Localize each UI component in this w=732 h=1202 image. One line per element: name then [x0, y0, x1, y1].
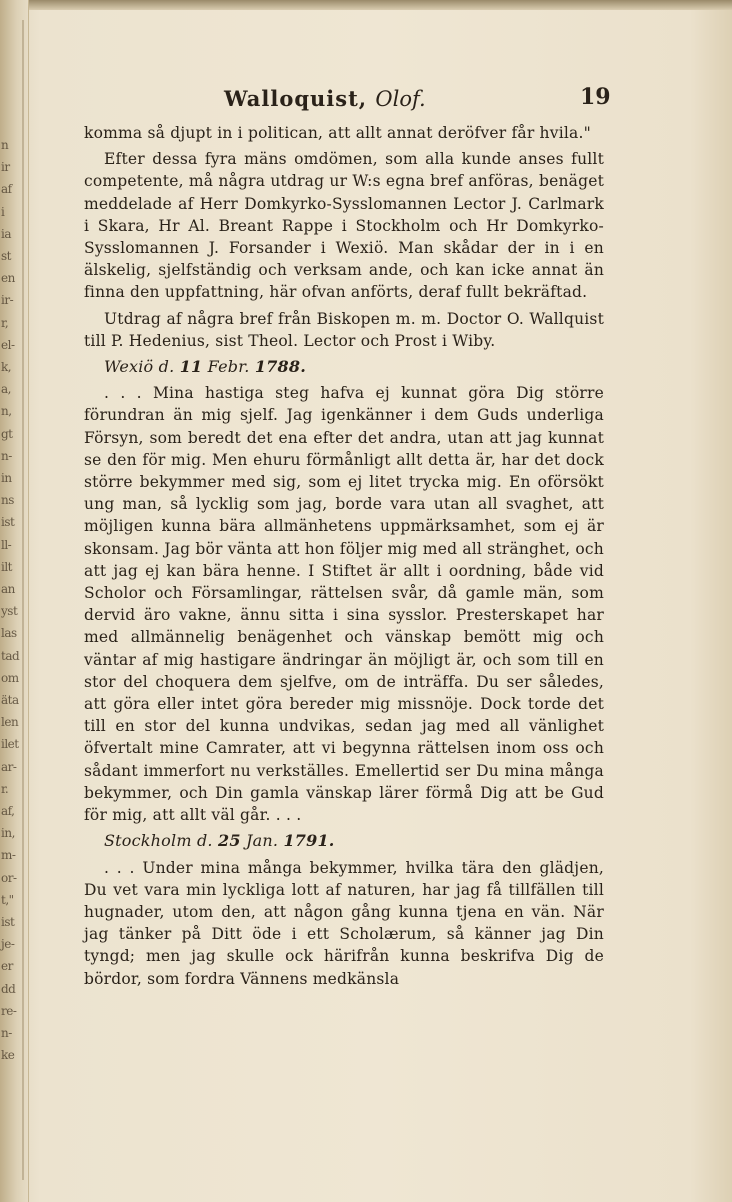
- paragraph: . . . Under mina många bekymmer, hvilka tära den glädjen, Du vet vara min lyckliga lott af naturen, har jag få tillfällen till hugnader, utom den, att någon gång kunna tjena en vän. När jag tänker på Ditt öde i ett Scholærum, så känner jag Din tyngd; men jag skulle ock härifrån kunna beskrifva Dig de bördor, som fordra Vännens medkänsla: [84, 858, 604, 988]
- bleed-fragment: äta: [1, 693, 19, 707]
- dateline-year: 1788.: [254, 357, 306, 377]
- dateline-place: Wexiö d.: [104, 357, 175, 377]
- bleed-fragment: ar-: [1, 759, 17, 774]
- dateline-day: 11: [179, 357, 203, 377]
- bleed-fragment: t,": [1, 892, 14, 907]
- paragraph: komma så djupt in i politican, att allt annat deröfver får hvila.": [84, 124, 591, 142]
- bleed-fragment: gt: [1, 426, 13, 441]
- page-gutter: [0, 0, 29, 1202]
- bleed-fragment: yst: [1, 604, 18, 619]
- paragraph: Utdrag af några bref från Biskopen m. m. Doctor O. Wallquist till P. Hedenius, sist Theol. Lector och Prost i Wiby.: [84, 309, 604, 350]
- bleed-fragment: tad: [1, 648, 20, 663]
- bleed-fragment: las: [1, 626, 17, 641]
- bleed-fragment: k,: [1, 360, 12, 374]
- bleed-fragment: st: [1, 249, 11, 263]
- bleed-fragment: n-: [1, 448, 12, 463]
- bleed-fragment: ilet: [1, 737, 19, 752]
- bleed-fragment: len: [1, 715, 19, 730]
- running-header: [84, 82, 611, 112]
- bleed-fragment: m-: [1, 848, 16, 863]
- bleed-fragment: af: [1, 182, 12, 197]
- author-first-name: Olof.: [375, 87, 426, 111]
- letter-dateline: [84, 830, 604, 852]
- bleed-fragment: ia: [1, 226, 11, 241]
- author-surname: Walloquist,: [224, 86, 368, 111]
- dateline-month: Jan.: [246, 831, 279, 851]
- page-top-edge: [0, 0, 732, 10]
- bleed-fragment: ns: [1, 493, 14, 508]
- bleed-fragment: r.: [1, 781, 9, 796]
- dateline-year: 1791.: [283, 831, 335, 851]
- page-number: 19: [580, 84, 611, 110]
- bleed-fragment: i: [1, 204, 5, 219]
- bleed-fragment: or-: [1, 870, 17, 885]
- bleed-fragment: ll-: [1, 537, 12, 552]
- bleed-fragment: n: [1, 138, 9, 152]
- bleed-fragment: a,: [1, 382, 11, 397]
- bleed-fragment: ir-: [1, 293, 14, 308]
- dateline-month: Febr.: [207, 357, 250, 377]
- bleed-fragment: ir: [1, 160, 10, 175]
- paragraph: . . . Mina hastiga steg hafva ej kunnat göra Dig större förundran än mig sjelf. Jag igenkänner i dem Guds underliga Försyn, som beredt det ena efter det andra, utan att jag kunnat se den för mig. Men ehuru förmånligt allt detta är, har det dock större bekymmer med sig, som ej litet trycka mig. En oförsökt ung man, så lycklig som jag, borde vara utan all svaghet, att möjligen kunna bära allmänhetens uppmärksamhet, som ej är skonsam. Jag bör vänta att hon följer mig med all stränghet, och att jag ej kan bära henne. I Stiftet är allt i oordning, både vid Scholor och Församlingar, rättelsen svår, då gamle män, som dervid äro vakne, ännu sitta i sina sysslor. Presterskapet har med allmännelig benägenhet och vänskap bemött mig och väntar af mig hastigare ändringar än möjligt är, och som till en stor del choquera dem sjelfve, om de inträffa. Du ser således, att göra eller intet göra bereder mig missnöje. Dock torde det till en stor del kunna undvikas, sedan jag med all vänlighet öfvertalt mine Camrater, att vi begynna rättelsen inom oss och sådant immerfort nu verkställes. Emellertid ser Du mina många bekymmer, och Din gamla vänskap lärer förmå Dig att be Gud för mig, att allt väl går. . . .: [84, 384, 604, 825]
- body-text: [84, 122, 604, 990]
- bleed-fragment: er: [1, 959, 13, 974]
- bleed-fragment: in,: [1, 826, 15, 841]
- bleed-fragment: ist: [1, 915, 15, 929]
- bleed-fragment: ke: [1, 1048, 15, 1063]
- bleed-fragment: in: [1, 471, 12, 485]
- dateline-place: Stockholm d.: [104, 831, 213, 851]
- bleed-fragment: dd: [1, 981, 16, 996]
- bleed-fragment: el-: [1, 337, 15, 352]
- bleed-fragment: n-: [1, 1026, 12, 1040]
- dateline-day: 25: [218, 831, 241, 851]
- bleed-fragment: ist: [1, 515, 15, 530]
- bleed-fragment: om: [1, 670, 19, 685]
- bleed-fragment: r,: [1, 315, 9, 330]
- bleed-fragment: en: [1, 271, 15, 286]
- bleed-fragment: re-: [1, 1003, 17, 1018]
- bleed-fragment: n,: [1, 404, 12, 419]
- bleed-fragment: af,: [1, 804, 15, 818]
- letter-dateline: [84, 356, 604, 378]
- bleed-fragment: ilt: [1, 559, 12, 574]
- running-head: [224, 86, 426, 111]
- paragraph: Efter dessa fyra mäns omdömen, som alla kunde anses fullt competente, må några utdrag ur W:s egna bref anföras, benäget meddelade af Herr Domkyrko-Sysslomannen Lector J. Carlmark i Skara, Hr Al. Breant Rappe i Stockholm och Hr Domkyrko-Sysslomannen J. Forsander i Wexiö. Man skådar der in i en älskelig, sjelfständig och verksam ande, och kan icke annat än finna den uppfattning, här ofvan anförts, deraf fullt bekräftad.: [84, 150, 604, 302]
- bleed-fragment: je-: [1, 937, 15, 952]
- bleed-fragment: an: [1, 582, 15, 596]
- gutter-shadow-line: [22, 20, 24, 1180]
